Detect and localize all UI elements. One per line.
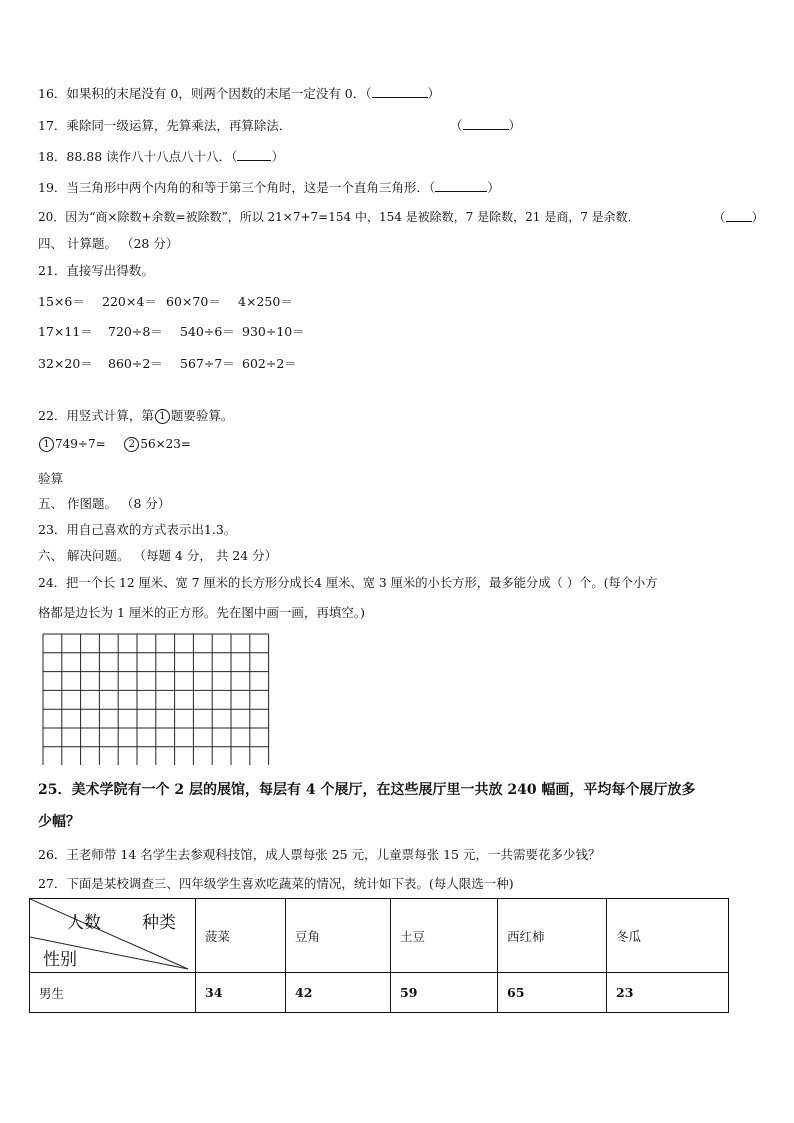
- question-24-line-1: 24．把一个长 12 厘米、宽 7 厘米的长方形分成长4 厘米、宽 3 厘米的小长方形，最多能分成（ ）个。(每个小方: [38, 576, 658, 590]
- answer-blank-17[interactable]: [463, 118, 509, 130]
- column-header: 豆角: [286, 899, 391, 973]
- square-grid[interactable]: [42, 633, 270, 765]
- circled-number-icon: 1: [155, 409, 170, 424]
- column-header: 西红柿: [498, 899, 607, 973]
- calc-item: 720÷8＝: [108, 324, 163, 339]
- answer-blank-19[interactable]: [435, 180, 487, 192]
- table-corner-cell: [30, 899, 196, 973]
- table-row: [30, 973, 729, 1013]
- question-20: 20．因为“商×除数+余数=被除数”，所以 21×7+7=154 中，154 是被除数，7 是除数，21 是商，7 是余数． （ ）: [38, 210, 765, 225]
- question-19-text: 19．当三角形中两个内角的和等于第三个角时，这是一个直角三角形．: [38, 180, 429, 195]
- calc-item: 930÷10＝: [242, 324, 305, 339]
- question-25-line-1: 25．美术学院有一个 2 层的展馆，每层有 4 个展厅，在这些展厅里一共放 240 幅画，平均每个展厅放多: [38, 782, 696, 798]
- calc-item: 567÷7＝: [180, 356, 235, 371]
- column-header: 菠菜: [196, 899, 286, 973]
- calc-row-2: [38, 322, 305, 340]
- vegetable-survey-table: [29, 898, 729, 1013]
- table-header-row: [30, 899, 729, 973]
- question-19: 19．当三角形中两个内角的和等于第三个角时，这是一个直角三角形．（ ）: [38, 180, 500, 195]
- circled-number-icon: 2: [124, 437, 139, 452]
- table-cell: 34: [196, 973, 286, 1013]
- column-header: 冬瓜: [607, 899, 729, 973]
- question-20-text: 20．因为“商×除数+余数=被除数”，所以 21×7+7=154 中，154 是被除数，7 是除数，21 是商，7 是余数．: [38, 210, 640, 224]
- calc-item: 220×4＝: [102, 294, 157, 309]
- circled-number-icon: 1: [39, 437, 54, 452]
- calc-item: 17×11＝: [38, 324, 93, 339]
- question-16: 16．如果积的末尾没有 0，则两个因数的末尾一定没有 0．（ ）: [38, 86, 441, 101]
- question-27-text: 27．下面是某校调查三、四年级学生喜欢吃蔬菜的情况，统计如下表。(每人限选一种): [38, 876, 514, 891]
- table-cell: 23: [607, 973, 729, 1013]
- question-22-items: 1 749÷7= 2 56×23=: [38, 437, 191, 452]
- question-26-text: 26．王老师带 14 名学生去参观科技馆，成人票每张 25 元，儿童票每张 15 元，一共需要花多少钱？: [38, 847, 601, 862]
- table-cell: 65: [498, 973, 607, 1013]
- section-5-title: 五、 作图题。 （8 分）: [38, 496, 171, 511]
- question-21-text: 21．直接写出得数。: [38, 263, 154, 278]
- answer-blank-16[interactable]: [372, 86, 428, 98]
- answer-blank-18[interactable]: [237, 149, 271, 161]
- calc-row-1: [38, 292, 293, 310]
- row-label: 男生: [30, 973, 196, 1013]
- question-18-text: 18．88.88 读作八十八点八十八．: [38, 149, 232, 164]
- section-6-title: 六、 解决问题。 （每题 4 分， 共 24 分）: [38, 548, 278, 563]
- column-header: 土豆: [391, 899, 498, 973]
- question-23-text: 23．用自己喜欢的方式表示出1.3。: [38, 522, 237, 537]
- check-label: 验算: [38, 471, 64, 486]
- section-4-title: 四、 计算题。 （28 分）: [38, 236, 179, 251]
- table-cell: 59: [391, 973, 498, 1013]
- answer-blank-20[interactable]: [726, 210, 752, 222]
- calc-item: 540÷6＝: [180, 324, 235, 339]
- calc-item: 32×20＝: [38, 356, 93, 371]
- question-16-text: 16．如果积的末尾没有 0，则两个因数的末尾一定没有 0．: [38, 86, 366, 101]
- question-17-text: 17．乘除同一级运算，先算乘法，再算除法．: [38, 118, 292, 133]
- calc-row-3: [38, 354, 297, 372]
- calc-item: 602÷2＝: [242, 356, 297, 371]
- question-22: 22．用竖式计算，第 1 题要验算。: [38, 408, 234, 423]
- corner-label-gender: 性别: [43, 950, 77, 970]
- calc-item: 15×6＝: [38, 294, 85, 309]
- question-25-line-2: 少幅？: [38, 814, 80, 830]
- question-24-line-2: 格都是边长为 1 厘米的正方形。先在图中画一画，再填空。): [38, 605, 366, 620]
- calc-item: 860÷2＝: [108, 356, 163, 371]
- question-18: 18．88.88 读作八十八点八十八．（ ）: [38, 149, 284, 164]
- calc-item: 4×250＝: [238, 294, 293, 309]
- corner-label-people: 人数: [67, 913, 101, 933]
- corner-label-type: 种类: [142, 913, 176, 933]
- table-cell: 42: [286, 973, 391, 1013]
- question-17: 17．乘除同一级运算，先算乘法，再算除法． （ ）: [38, 118, 522, 133]
- calc-item: 60×70＝: [166, 294, 221, 309]
